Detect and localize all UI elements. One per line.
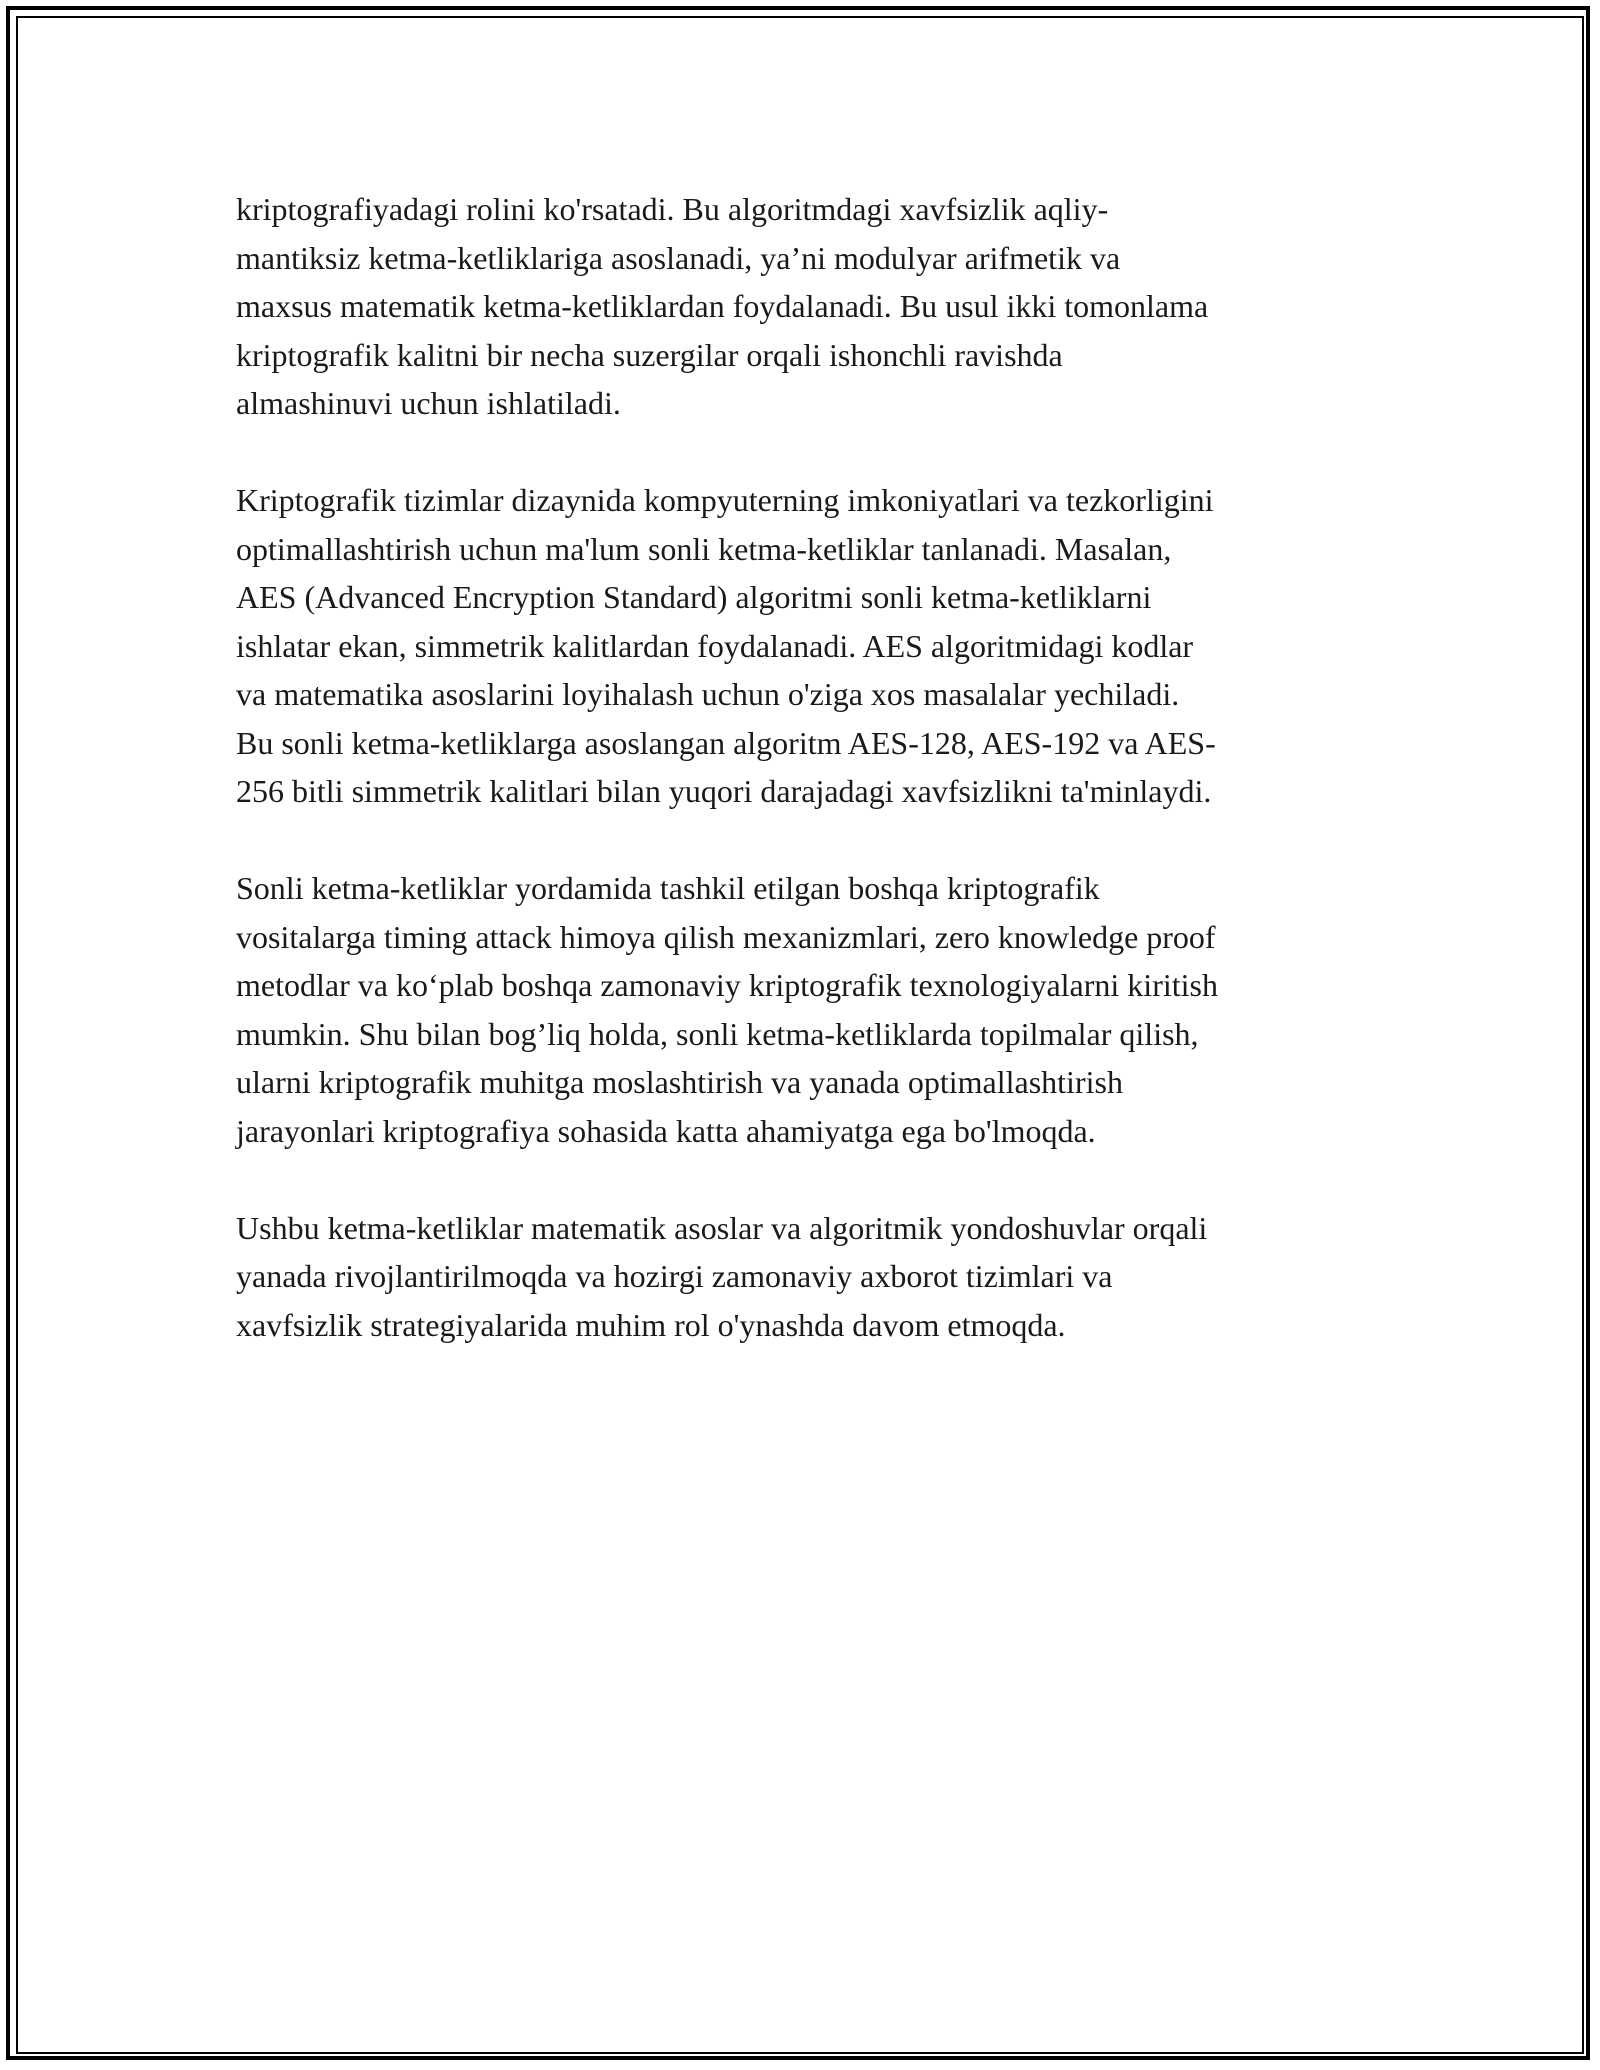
- text-line: Ushbu ketma-ketliklar matematik asoslar va algoritmik yondoshuvlar orqali: [236, 1209, 1208, 1246]
- paragraph-2: [236, 476, 1376, 816]
- text-line: mantiksiz ketma-ketliklariga asoslanadi, ya’ni modulyar arifmetik va: [236, 239, 1121, 276]
- document-body: [236, 185, 1376, 1398]
- text-line: AES (Advanced Encryption Standard) algoritmi sonli ketma-ketliklarni: [236, 579, 1152, 615]
- text-line: va matematika asoslarini loyihalash uchun o'ziga xos masalalar yechiladi.: [236, 676, 1180, 712]
- text-line: yanada rivojlantirilmoqda va hozirgi zamonaviy axborot tizimlari va: [236, 1258, 1113, 1294]
- text-line: vositalarga timing attack himoya qilish mexanizmlari, zero knowledge proof: [236, 918, 1216, 955]
- text-line: mumkin. Shu bilan bog’liq holda, sonli ketma-ketliklarda topilmalar qilish,: [236, 1015, 1199, 1052]
- text-line: optimallashtirish uchun ma'lum sonli ketma-ketliklar tanlanadi. Masalan,: [236, 530, 1172, 567]
- text-line: xavfsizlik strategiyalarida muhim rol o'ynashda davom etmoqda.: [236, 1306, 1066, 1343]
- paragraph-3: [236, 864, 1376, 1155]
- text-line: kriptografik kalitni bir necha suzergilar orqali ishonchli ravishda: [236, 336, 1063, 373]
- text-line: 256 bitli simmetrik kalitlari bilan yuqori darajadagi xavfsizlikni ta'minlaydi.: [236, 773, 1212, 809]
- paragraph-4: [236, 1204, 1376, 1350]
- paragraph-1: [236, 185, 1376, 428]
- text-line: jarayonlari kriptografiya sohasida katta ahamiyatga ega bo'lmoqda.: [236, 1112, 1096, 1149]
- text-line: almashinuvi uchun ishlatiladi.: [236, 385, 621, 421]
- text-line: metodlar va ko‘plab boshqa zamonaviy kriptografik texnologiyalarni kiritish: [236, 967, 1218, 1003]
- text-line: ularni kriptografik muhitga moslashtirish va yanada optimallashtirish: [236, 1064, 1123, 1100]
- text-line: Kriptografik tizimlar dizaynida kompyuterning imkoniyatlari va tezkorligini: [236, 482, 1214, 518]
- text-line: Sonli ketma-ketliklar yordamida tashkil etilgan boshqa kriptografik: [236, 870, 1100, 906]
- text-line: ishlatar ekan, simmetrik kalitlardan foydalanadi. AES algoritmidagi kodlar: [236, 627, 1194, 664]
- text-line: kriptografiyadagi rolini ko'rsatadi. Bu algoritmdagi xavfsizlik aqliy-: [236, 191, 1109, 227]
- text-line: maxsus matematik ketma-ketliklardan foydalanadi. Bu usul ikki tomonlama: [236, 288, 1209, 324]
- text-line: Bu sonli ketma-ketliklarga asoslangan algoritm AES-128, AES-192 va AES-: [236, 724, 1216, 761]
